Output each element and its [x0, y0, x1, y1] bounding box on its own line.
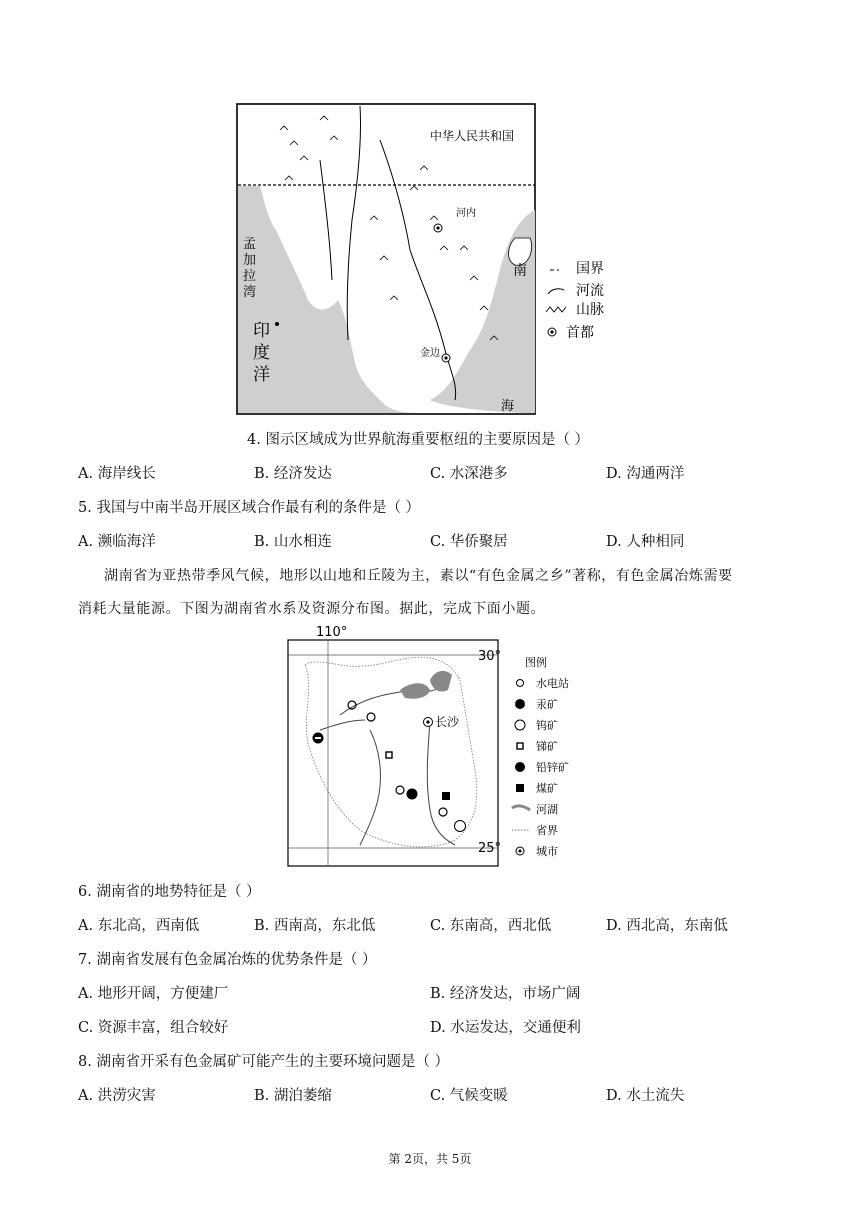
legend-mountain: 山脉 — [576, 302, 604, 318]
q8-stem: 8. 湖南省开采有色金属矿可能产生的主要环境问题是（ ） — [78, 1054, 450, 1070]
bay-label: 孟加拉湾 — [243, 237, 257, 300]
svg-text:河湖: 河湖 — [536, 803, 558, 816]
svg-text:锑矿: 锑矿 — [536, 740, 558, 753]
ocean-label: 印度洋 — [253, 321, 270, 385]
lat-bottom-label: 25° — [478, 841, 502, 856]
q7-option-a[interactable]: A. 地形开阔，方便建厂 — [78, 986, 229, 1002]
q5-stem: 5. 我国与中南半岛开展区域合作最有利的条件是（ ） — [78, 500, 421, 516]
changsha-label: 长沙 — [435, 715, 460, 729]
passage-line-2: 消耗大量能源。下图为湖南省水系及资源分布图。据此，完成下面小题。 — [78, 601, 546, 617]
q4-option-a[interactable]: A. 海岸线长 — [78, 466, 156, 482]
q4-option-b[interactable]: B. 经济发达 — [254, 466, 332, 482]
svg-text:煤矿: 煤矿 — [536, 782, 558, 795]
legend-river: 河流 — [576, 283, 604, 299]
hanoi-label: 河内 — [456, 208, 476, 219]
map1-legend — [546, 261, 604, 341]
svg-text:水电站: 水电站 — [536, 677, 569, 690]
svg-text:汞矿: 汞矿 — [536, 698, 558, 711]
q5-option-d[interactable]: D. 人种相同 — [606, 534, 685, 550]
indochina-map — [230, 100, 630, 420]
lat-top-label: 30° — [478, 649, 502, 664]
svg-text:省界: 省界 — [536, 824, 558, 837]
svg-text:城市: 城市 — [536, 845, 558, 858]
q5-option-c[interactable]: C. 华侨聚居 — [430, 534, 508, 550]
passage-line-1: 湖南省为亚热带季风气候，地形以山地和丘陵为主，素以“有色金属之乡”著称，有色金属冶炼需要 — [104, 568, 733, 584]
legend-border: 国界 — [576, 261, 604, 277]
south-label: 南 — [513, 263, 527, 279]
q7-option-c[interactable]: C. 资源丰富，组合较好 — [78, 1020, 229, 1036]
q5-option-a[interactable]: A. 濒临海洋 — [78, 534, 156, 550]
svg-text:铅锌矿: 铅锌矿 — [536, 761, 569, 774]
svg-text:钨矿: 钨矿 — [536, 719, 558, 732]
q8-option-d[interactable]: D. 水土流失 — [606, 1088, 685, 1104]
phnom-penh-label: 金边 — [420, 348, 440, 359]
hunan-map — [280, 620, 600, 872]
q4-option-c[interactable]: C. 水深港多 — [430, 466, 508, 482]
svg-text:图例: 图例 — [525, 656, 547, 669]
q7-option-d[interactable]: D. 水运发达，交通便利 — [430, 1020, 581, 1036]
map2-legend — [512, 655, 569, 858]
q7-stem: 7. 湖南省发展有色金属冶炼的优势条件是（ ） — [78, 952, 377, 968]
q6-option-b[interactable]: B. 西南高，东北低 — [254, 918, 376, 934]
sea-label: 海 — [501, 399, 515, 414]
q4-stem: 4. 图示区域成为世界航海重要枢纽的主要原因是（ ） — [247, 432, 590, 448]
q4-option-d[interactable]: D. 沟通两洋 — [606, 466, 685, 482]
q6-option-c[interactable]: C. 东南高，西北低 — [430, 918, 552, 934]
q6-stem: 6. 湖南省的地势特征是（ ） — [78, 884, 261, 900]
q5-option-b[interactable]: B. 山水相连 — [254, 534, 332, 550]
q8-option-b[interactable]: B. 湖泊萎缩 — [254, 1088, 332, 1104]
q8-option-c[interactable]: C. 气候变暖 — [430, 1088, 508, 1104]
q6-option-d[interactable]: D. 西北高，东南低 — [606, 918, 728, 934]
q8-option-a[interactable]: A. 洪涝灾害 — [78, 1088, 156, 1104]
q7-option-b[interactable]: B. 经济发达，市场广阔 — [430, 986, 581, 1002]
q6-option-a[interactable]: A. 东北高，西南低 — [78, 918, 200, 934]
page-footer: 第 2页，共 5页 — [388, 1152, 472, 1166]
lon-label: 110° — [316, 625, 348, 640]
legend-capital: 首都 — [566, 325, 594, 341]
china-label: 中华人民共和国 — [430, 129, 515, 143]
